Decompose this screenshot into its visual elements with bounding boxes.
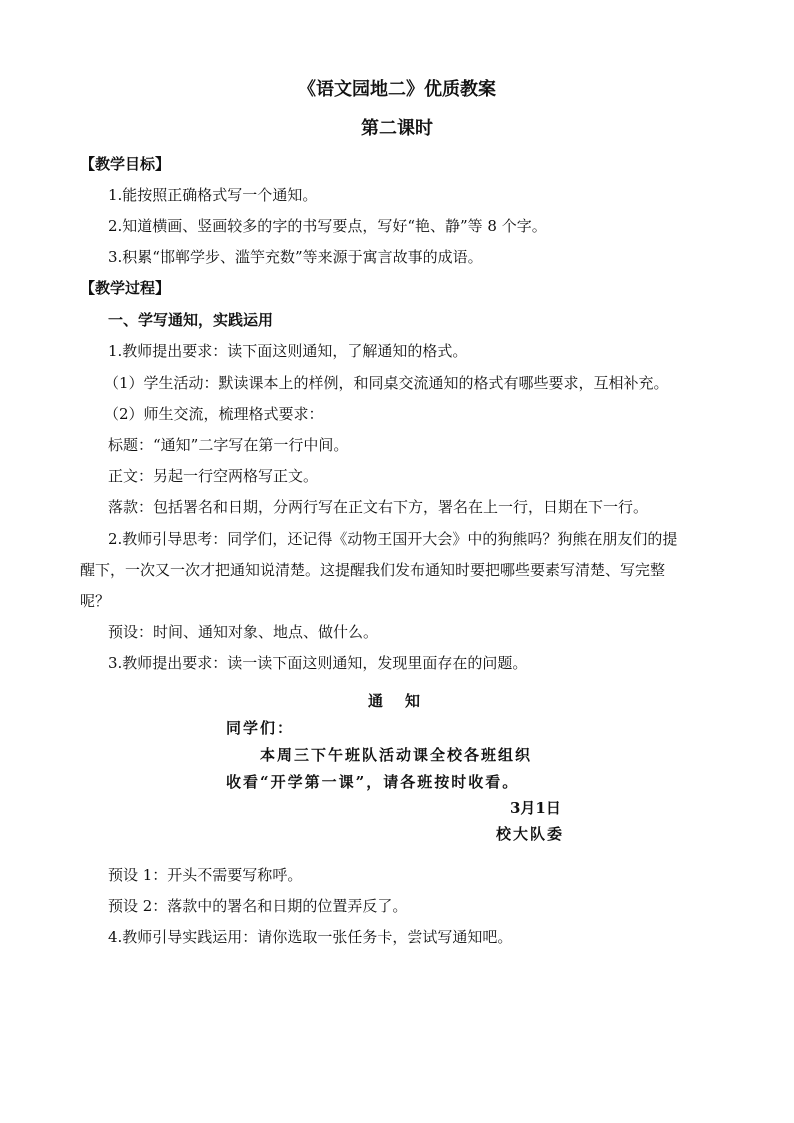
- document-subtitle: 第二课时: [361, 118, 433, 139]
- paragraph: 预设：时间、通知对象、地点、做什么。: [108, 623, 379, 641]
- paragraph: 预设 1：开头不需要写称呼。: [108, 866, 303, 884]
- format-item: 标题：“通知”二字写在第一行中间。: [108, 436, 349, 454]
- paragraph: （1）学生活动：默读课本上的样例，和同桌交流通知的格式有哪些要求，互相补充。: [104, 374, 669, 392]
- notice-signature: 校大队委: [496, 825, 565, 843]
- objectives-heading: 【教学目标】: [80, 155, 171, 173]
- objective-item: 2.知道横画、竖画较多的字的书写要点，写好“艳、静”等 8 个字。: [108, 217, 547, 235]
- process-heading: 【教学过程】: [80, 279, 171, 297]
- paragraph: 醒下，一次又一次才把通知说清楚。这提醒我们发布通知时要把哪些要素写清楚、写完整: [80, 561, 666, 579]
- notice-salutation: 同学们：: [226, 719, 295, 737]
- notice-body: 收看“开学第一课”，请各班按时收看。: [226, 773, 520, 791]
- notice-date: 3月1日: [510, 799, 561, 817]
- format-item: 正文：另起一行空两格写正文。: [108, 467, 319, 485]
- notice-title: 通知: [368, 692, 443, 710]
- paragraph: 呢？: [80, 592, 111, 610]
- objective-item: 1.能按照正确格式写一个通知。: [108, 186, 318, 204]
- objective-item: 3.积累“邯郸学步、滥竽充数”等来源于寓言故事的成语。: [108, 248, 483, 266]
- paragraph: 1.教师提出要求：读下面这则通知，了解通知的格式。: [108, 342, 468, 360]
- paragraph: 预设 2：落款中的署名和日期的位置弄反了。: [108, 897, 408, 915]
- document-title: 《语文园地二》优质教案: [298, 79, 496, 100]
- paragraph: 4.教师引导实践运用：请你选取一张任务卡，尝试写通知吧。: [108, 928, 513, 946]
- section-heading: 一、学写通知，实践运用: [108, 311, 274, 329]
- paragraph: 2.教师引导思考：同学们，还记得《动物王国开大会》中的狗熊吗？狗熊在朋友们的提: [108, 530, 678, 548]
- paragraph: 3.教师提出要求：读一读下面这则通知，发现里面存在的问题。: [108, 654, 528, 672]
- notice-body: 本周三下午班队活动课全校各班组织: [260, 746, 533, 764]
- paragraph: （2）师生交流，梳理格式要求：: [104, 405, 324, 423]
- format-item: 落款：包括署名和日期，分两行写在正文右下方，署名在上一行，日期在下一行。: [108, 498, 649, 516]
